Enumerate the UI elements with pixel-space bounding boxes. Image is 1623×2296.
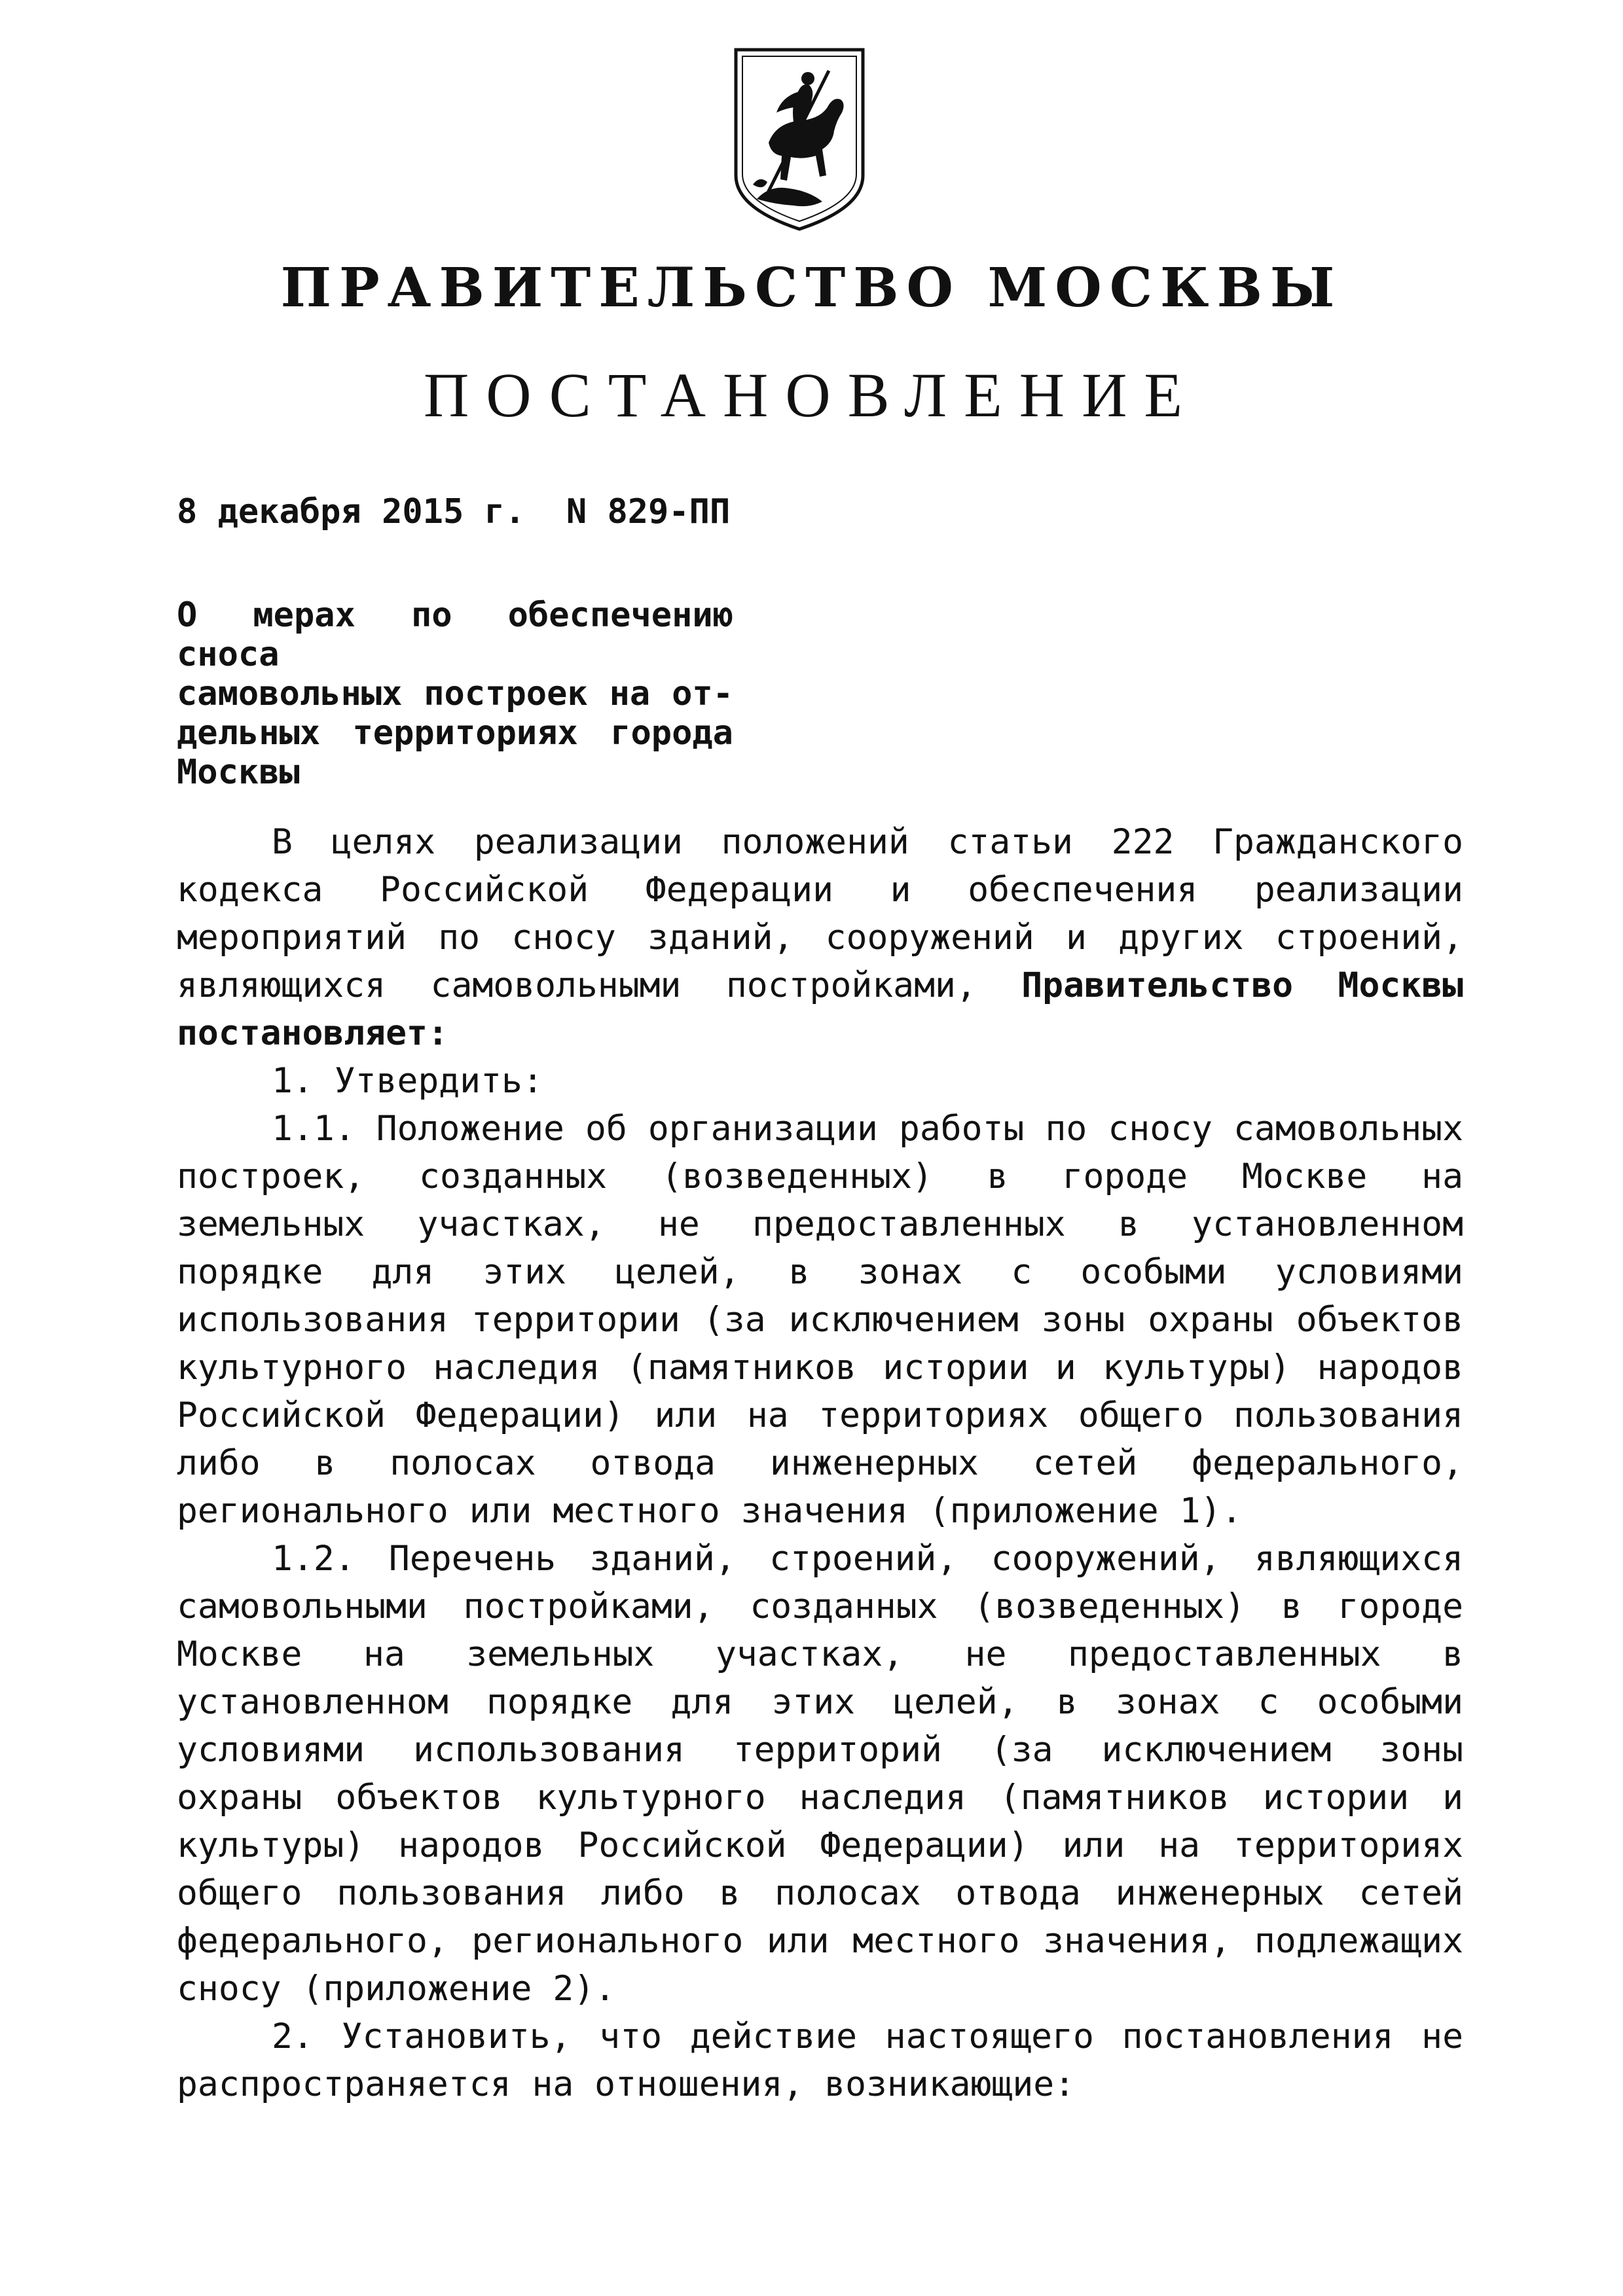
intro-resolution: Правительство Москвы постановляет: bbox=[177, 965, 1463, 1053]
subject-line: самовольных построек на от- bbox=[177, 674, 733, 713]
subject-line: О мерах по обеспечению сноса bbox=[177, 596, 733, 674]
paragraph-1-1: 1.1. Положение об организации работы по сносу самовольных построек, созданных (возведенных) в городе Москве на земельных участках, не предоставленных в установленном порядке для этих целей, в зонах с особыми условиями использования территории (за исключением зоны охраны объектов культурного наследия (памятников истории и культуры) народов Российской Федерации) или на территориях общего пользования либо в полосах отвода инженерных сетей федерального, регионального или местного значения (приложение 1). bbox=[177, 1109, 1463, 1531]
paragraph-2: 2. Установить, что действие настоящего постановления не распространяется на отношения, возникающие: bbox=[177, 2017, 1463, 2104]
paragraph-1: 1. Утвердить: bbox=[272, 1061, 543, 1101]
document-subject bbox=[177, 596, 733, 792]
intro-text: В целях реализации положений статьи 222 Гражданского кодекса Российской Федерации и обеспечения реализации мероприятий по сносу зданий, сооружений и других строений, являющихся самовольными постройками, bbox=[177, 822, 1463, 1005]
subject-line: дельных территориях города bbox=[177, 713, 733, 753]
moscow-coat-of-arms-icon bbox=[731, 45, 868, 234]
organization-title: ПРАВИТЕЛЬСТВО МОСКВЫ bbox=[280, 257, 1343, 319]
document-body bbox=[177, 818, 1463, 2108]
document-type-title: ПОСТАНОВЛЕНИЕ bbox=[423, 360, 1200, 430]
subject-line: Москвы bbox=[177, 753, 300, 792]
paragraph-1-2: 1.2. Перечень зданий, строений, сооружений, являющихся самовольными постройками, созданных (возведенных) в городе Москве на земельных участках, не предоставленных в установленном порядке для этих целей, в зонах с особыми условиями использования территорий (за исключением зоны охраны объектов культурного наследия (памятников истории и культуры) народов Российской Федерации) или на территориях общего пользования либо в полосах отвода инженерных сетей федерального, регионального или местного значения, подлежащих сносу (приложение 2). bbox=[177, 1539, 1463, 2009]
document-date-number: 8 декабря 2015 г. N 829-ПП bbox=[177, 492, 731, 531]
intro-paragraph bbox=[177, 818, 1463, 1057]
